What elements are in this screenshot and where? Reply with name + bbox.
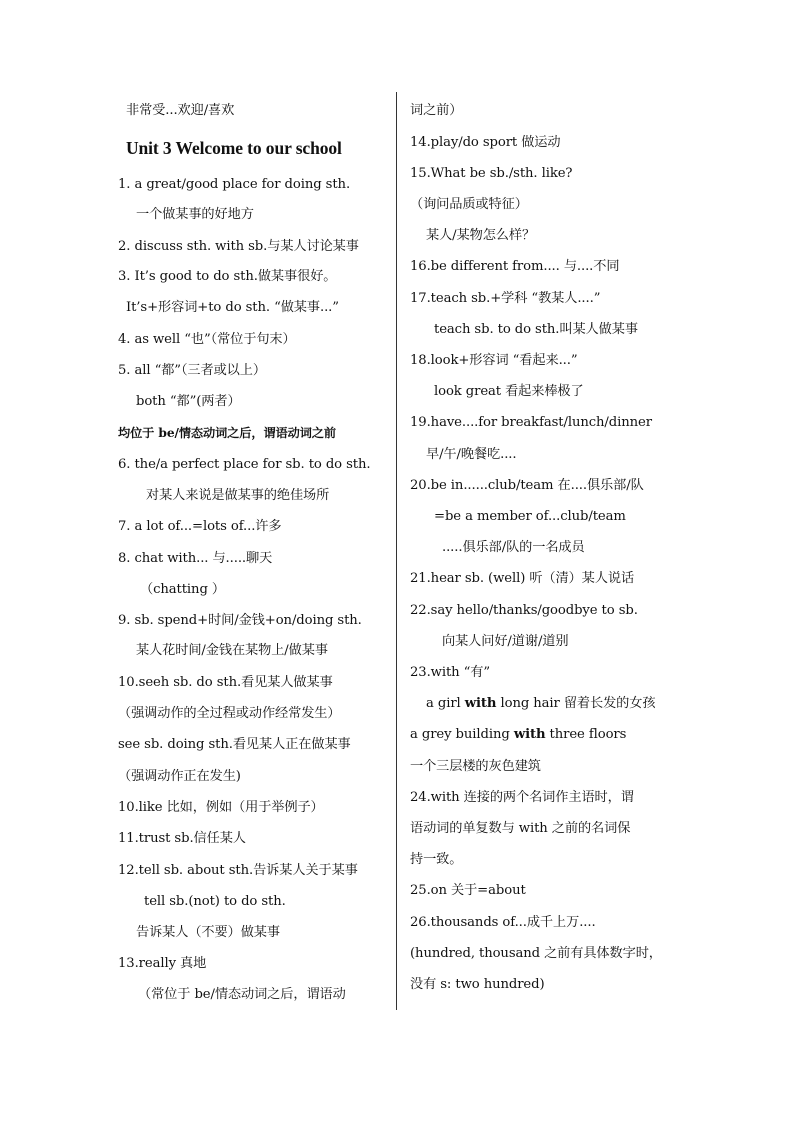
- right-column-line-14: =be a member of...club/team: [434, 509, 626, 524]
- left-column-line-7: It’s+形容词+to do sth. “做某事...”: [126, 300, 339, 315]
- right-column-line-2: 14.play/do sport 做运动: [410, 135, 561, 150]
- column-divider: [396, 92, 397, 1010]
- right-column-line-15: .....俱乐部/队的一名成员: [442, 540, 585, 555]
- right-column-line-6: 16.be different from.... 与....不同: [410, 259, 620, 274]
- left-column-line-23: 10.like 比如，例如（用于举例子）: [118, 800, 324, 815]
- left-column-line-29: （常位于 be/情态动词之后，谓语动: [138, 987, 346, 1002]
- right-column-line-9: 18.look+形容词 “看起来...”: [410, 353, 578, 368]
- left-column-line-27: 告诉某人（不要）做某事: [136, 925, 280, 940]
- right-column-line-20: a girl with long hair 留着长发的女孩: [426, 696, 656, 711]
- right-column-line-1: 词之前）: [410, 103, 463, 118]
- right-column-line-27: 26.thousands of...成千上万....: [410, 915, 596, 930]
- left-column-line-12: 6. the/a perfect place for sb. to do sth.: [118, 457, 371, 472]
- right-column-line-5: 某人/某物怎么样？: [426, 228, 536, 243]
- left-column-line-13: 对某人来说是做某事的绝佳场所: [146, 488, 330, 503]
- left-column-line-19: 10.seeh sb. do sth.看见某人做某事: [118, 675, 333, 690]
- left-column-line-8: 4. as well “也”（常位于句末）: [118, 332, 296, 347]
- right-column-line-24: 语动词的单复数与 with 之前的名词保: [410, 821, 631, 836]
- right-column-line-11: 19.have....for breakfast/lunch/dinner: [410, 415, 652, 430]
- right-column-line-7: 17.teach sb.+学科 “教某人....”: [410, 291, 601, 306]
- right-column-line-26: 25.on 关于=about: [410, 883, 526, 898]
- left-column-line-28: 13.really 真地: [118, 956, 207, 971]
- right-column-line-12: 早/午/晚餐吃....: [426, 447, 517, 462]
- right-column-line-22: 一个三层楼的灰色建筑: [410, 759, 541, 774]
- right-column-line-18: 向某人问好/道谢/道别: [442, 634, 569, 649]
- left-column-line-22: （强调动作正在发生): [118, 769, 241, 784]
- left-column-line-1: 非常受...欢迎/喜欢: [126, 103, 235, 118]
- right-column-line-16: 21.hear sb. (well) 听（清）某人说话: [410, 571, 635, 586]
- right-column-line-3: 15.What be sb./sth. like?: [410, 166, 573, 181]
- left-column-line-20: （强调动作的全过程或动作经常发生）: [118, 706, 341, 721]
- left-column-line-14: 7. a lot of...=lots of...许多: [118, 519, 282, 534]
- left-column-line-16: （chatting ）: [140, 582, 225, 597]
- left-column-line-18: 某人花时间/金钱在某物上/做某事: [136, 643, 328, 658]
- left-column-line-6: 3. It’s good to do sth.做某事很好。: [118, 269, 337, 284]
- left-column-line-15: 8. chat with... 与.....聊天: [118, 551, 273, 566]
- right-column-line-23: 24.with 连接的两个名词作主语时，谓: [410, 790, 634, 805]
- right-column-line-29: 没有 s: two hundred): [410, 977, 545, 992]
- left-column-line-17: 9. sb. spend+时间/金钱+on/doing sth.: [118, 613, 362, 628]
- right-column-line-10: look great 看起来棒极了: [434, 384, 584, 399]
- left-column-line-2: Unit 3 Welcome to our school: [126, 138, 342, 158]
- left-column-line-4: 一个做某事的好地方: [136, 207, 254, 222]
- left-column-line-3: 1. a great/good place for doing sth.: [118, 177, 351, 192]
- left-column-line-9: 5. all “都”（三者或以上）: [118, 363, 266, 378]
- left-column-line-26: tell sb.(not) to do sth.: [144, 894, 286, 909]
- right-column-line-25: 持一致。: [410, 852, 463, 867]
- left-column-line-21: see sb. doing sth.看见某人正在做某事: [118, 737, 351, 752]
- left-column-line-5: 2. discuss sth. with sb.与某人讨论某事: [118, 239, 359, 254]
- right-column-line-21: a grey building with three floors: [410, 727, 627, 742]
- right-column-line-19: 23.with “有”: [410, 665, 491, 680]
- right-column-line-4: （询问品质或特征）: [410, 197, 528, 212]
- left-column-line-10: both “都”(两者）: [136, 394, 241, 409]
- right-column-line-17: 22.say hello/thanks/goodbye to sb.: [410, 603, 638, 618]
- left-column-line-25: 12.tell sb. about sth.告诉某人关于某事: [118, 863, 358, 878]
- left-column-line-11: 均位于 be/情态动词之后，谓语动词之前: [118, 426, 336, 440]
- left-column-line-24: 11.trust sb.信任某人: [118, 831, 246, 846]
- right-column-line-8: teach sb. to do sth.叫某人做某事: [434, 322, 638, 337]
- right-column-line-13: 20.be in......club/team 在....俱乐部/队: [410, 478, 644, 493]
- right-column-line-28: (hundred, thousand 之前有具体数字时，: [410, 946, 662, 961]
